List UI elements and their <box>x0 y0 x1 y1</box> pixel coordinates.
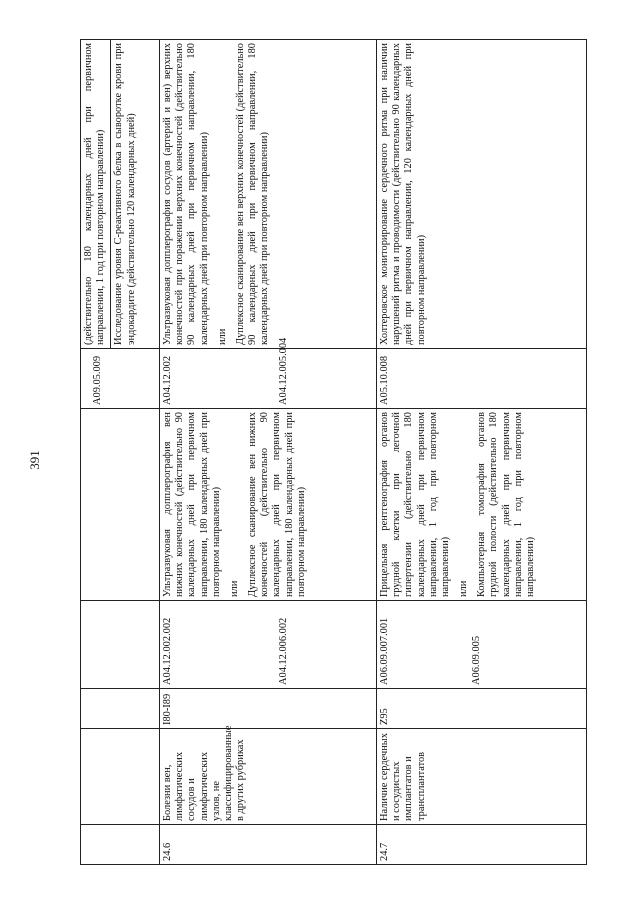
test-code: A04.12.002 <box>162 355 173 405</box>
service-code-cell <box>81 601 160 689</box>
icd-cell: I80-I89 <box>160 689 377 729</box>
test-text-cell <box>377 40 587 349</box>
disease-cell <box>81 729 160 825</box>
test-text: (действительно 180 календарных дней при первичном направлении, 1 год при повторном направлении) <box>83 43 107 345</box>
test-text-cell <box>160 40 377 349</box>
test-code-cell <box>81 349 160 409</box>
service-code-cell <box>377 601 587 689</box>
icd-cell: Z95 <box>377 689 587 729</box>
service-text: Ультразвуковая допплерография вен нижних конечностей (действительно 90 календарных дней при первичном направлении, 180 календарных дней при повторном направлении) <box>162 412 222 597</box>
test-text: Исследование уровня С-реактивного белка в сыворотке крови при эндокардите (действительно 120 календарных дней) <box>113 43 137 345</box>
test-text: Ультразвуковая допплерография сосудов (артерий и вен) верхних конечностей при поражении верхних конечностей (действительно 90 календарных дней при первичном направлении, 180 календарных дней при повторном направлении) <box>162 43 210 345</box>
table-row <box>160 40 377 865</box>
or-label: или <box>228 580 240 597</box>
test-text: Дуплексное сканирование вен верхних конечностей (действительно 90 календарных дней при первичном направлении, 180 календарных дней при повторном направлении) <box>234 43 271 345</box>
page-number: 391 <box>27 450 42 470</box>
test-code: A04.12.005.004 <box>278 337 290 405</box>
test-code: A05.10.008 <box>379 355 390 405</box>
row-code-cell: 24.6 <box>160 825 377 865</box>
test-code-cell <box>160 337 377 409</box>
row-code-cell: 24.7 <box>377 825 587 865</box>
service-text-cell <box>377 409 587 601</box>
service-code: A06.09.005 <box>471 635 483 685</box>
service-code: A04.12.006.002 <box>278 617 290 685</box>
service-text-cell <box>160 409 377 601</box>
rotated-table-page <box>80 40 575 865</box>
service-code: A04.12.002.002 <box>162 617 173 685</box>
row-code-cell <box>81 825 160 865</box>
test-text: Холтеровское мониторирование сердечного ритма при наличии нарушений ритма и проводимости (действительно 90 календарных дней при первичном направлении, 120 календарных дней при повторном направлении) <box>379 43 427 345</box>
services-table <box>80 39 587 865</box>
test-code: A09.05.009 <box>92 355 103 405</box>
disease-cell: Наличие сердечных и сосудистых имплантатов и трансплантатов <box>377 729 587 825</box>
table-row <box>377 40 587 865</box>
icd-cell <box>81 689 160 729</box>
service-text: Прицельная рентгенография органов грудной клетки при легочной гипертензии (действительно 180 календарных дней при первичном направлении, 1 год при повторном направлении) <box>379 412 451 597</box>
test-code-cell <box>377 349 587 409</box>
service-text: Дуплексное сканирование вен нижних конечностей (действительно 90 календарных дней при первичном направлении, 180 календарных дней при повторном направлении) <box>247 412 307 597</box>
or-label: или <box>216 328 228 345</box>
service-text-cell <box>81 409 160 601</box>
or-label: или <box>458 580 470 597</box>
test-text-cell <box>81 40 160 349</box>
disease-cell: Болезни вен, лимфатических сосудов и лимфатических узлов, не классифицированные в других рубриках <box>160 729 377 825</box>
service-code: A06.09.007.001 <box>379 617 390 685</box>
table-row <box>81 40 160 865</box>
service-text: Компьютерная томография органов грудной полости (действительно 180 календарных дней при первичном направлении, 1 год при повторном направлении) <box>476 412 536 597</box>
service-code-cell <box>160 601 377 689</box>
